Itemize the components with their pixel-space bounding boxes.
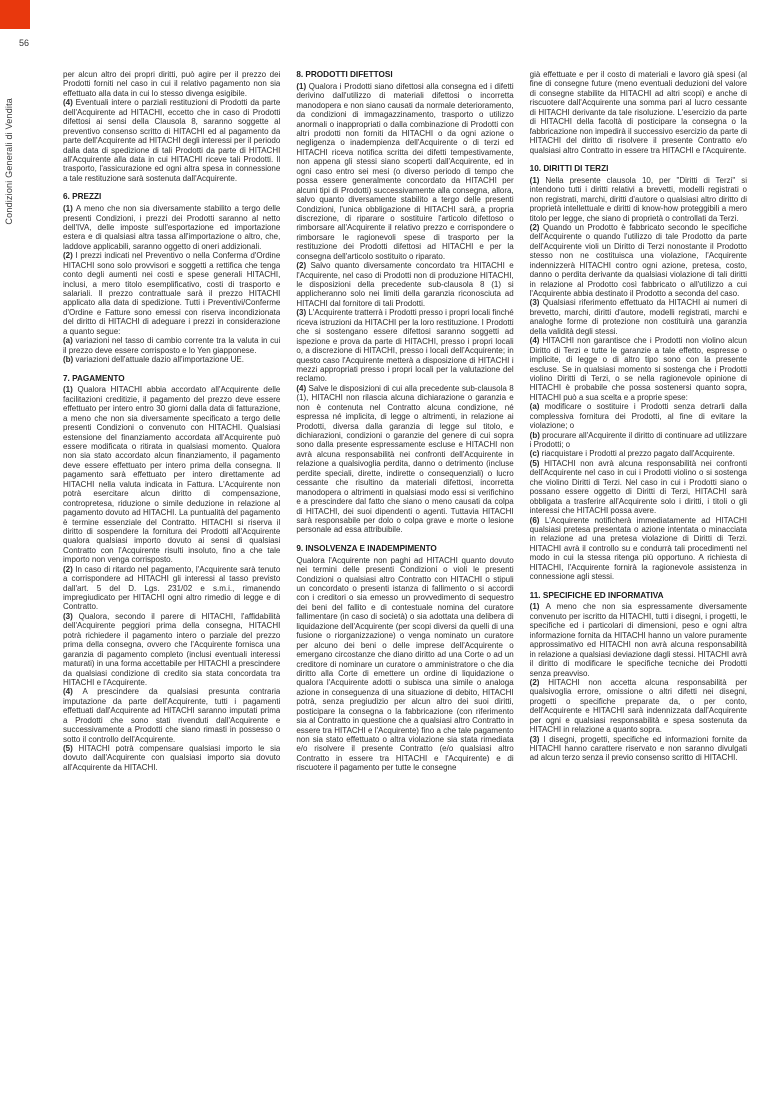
paragraph: (b) variazioni dell'attuale dazio all'importazione UE. [63,355,244,365]
paragraph: (b) procurare all'Acquirente il diritto di continuare ad utilizzare i Prodotti; o [529,430,747,450]
clause-number: (1) [63,204,76,214]
clause-number: (2) [529,677,549,687]
page-number: 56 [19,38,30,48]
clause-number: (2) [63,251,76,261]
paragraph: (2) I prezzi indicati nel Preventivo o nella Conferma d'Ordine HITACHI sono solo provvisori e soggetti a rettifica che tenga conto degli aumenti nei costi e spese generali HITACHI, inclusi, a mero titolo esemplificativo, costi di trasporto e salariali. Il prezzo contrattuale sarà il prezzo HITACHI applicato alla data di spedizione. Tutti i Preventivi/Conferme d'Ordine e Fatture sono emessi con riserva incondizionata del diritto di HITACHI di adeguare i prezzi in considerazione a quanto segue: [63,251,281,336]
clause-number: (3) [529,298,543,308]
section-heading: 8. PRODOTTI DIFETTOSI [296,70,393,79]
paragraph: (1) Nella presente clausola 10, per "Diritti di Terzi" si intendono tutti i diritti relativi a brevetti, modelli registrati o non registrati, marchi, diritti d'autore o qualsiasi altro diritto di proprietà intellettuale e diritti di know-how proteggibili a mero titolo per legge, che siano di proprietà o controllati da Terzi. [529,175,747,223]
clause-number: (a) [529,402,545,412]
clause-number: (4) [63,687,83,697]
clause-number: (2) [63,564,76,574]
paragraph: (1) Qualora i Prodotti siano difettosi alla consegna ed i difetti derivino dall'utilizzo di materiali difettosi o incorretta manodopera e non siano causati da normale deterioramento, da condizioni di immagazzinamento, trasporto o utilizzo anormali o inappropriati o dalla combinazione di Prodotti con altri prodotti non forniti da HITACHI o da ogni azione o negligenza o inadempienza dell'Acquirente o di terzi ed HITACHI riceva notifica scritta dei difetti tempestivamente, non appena gli stessi siano scoperti dall'Acquirente, ed in ogni caso entro sei mesi (o diverso periodo di tempo che possa essere generalmente concordato da HITACHI per alcuni tipi di Prodotti) successivamente alla consegna, allora, salvo quanto diversamente stabilito a tergo delle presenti Condizioni, l'unica obbligazione di HITACHI sarà, a propria discrezione, di riparare o sostituire l'articolo difettoso o rimborsare all'Acquirente il relativo prezzo e corrispondere o rimborsare le ragionevoli spese di trasporto per la restituzione dei Prodotti difettosi ad HITACHI e per la consegna dell'articolo sostituito o riparato. [296,81,514,261]
clause-number: (c) [529,449,542,459]
clause-number: (3) [529,734,544,744]
paragraph: (1) Qualora HITACHI abbia accordato all'Acquirente delle facilitazioni creditizie, il pagamento del prezzo deve essere effettuato per intero entro 30 giorni dalla data di fatturazione, a meno che non sia diversamente specificato a tergo delle presenti Condizioni o convenuto con HITACHI. Qualsiasi estensione del finanziamento accordata all'Acquirente può essere modificata o ritirata in qualsiasi momento. Qualora non sia stato accordato alcun finanziamento, il pagamento deve essere effettuato per intero prima della consegna. Il pagamento sarà effettuato per intero direttamente ad HITACHI nella valuta indicata in Fattura. L'Acquirente non potrà esercitare alcun diritto di compensazione, contropretesa, riduzione o simile deduzione in relazione al pagamento dovuto ad HITACHI. La puntualità del pagamento è termine essenziale del Contratto. HITACHI si riserva il diritto di sospendere la fornitura dei Prodotti all'Acquirente qualora qualsiasi importo dovuto ai sensi di qualsiasi Contratto con l'Acquirente risulti insoluto, fino a che tale importo non venga corrisposto. [63,385,281,565]
clause-number: (a) [63,336,76,346]
clause-number: (5) [63,744,79,753]
paragraph: per alcun altro dei propri diritti, può agire per il prezzo dei Prodotti forniti nel caso in cui il relativo pagamento non sia effettuato alla data in cui lo stesso divenga esigibile. [63,70,281,98]
paragraph: (1) A meno che non sia espressamente diversamente convenuto per iscritto da HITACHI, tutti i disegni, i progetti, le specifiche ed i particolari di dimensioni, peso e ogni altra informazione fornita da HITACHI hanno un valore puramente approssimativo ed HITACHI non avrà alcuna responsabilità in relazione a qualsiasi deviazione dagli stessi. HITACHI avrà il diritto di modificare le specifiche tecniche dei Prodotti senza preavviso. [529,602,747,678]
paragraph: (4) Salve le disposizioni di cui alla precedente sub-clausola 8 (1), HITACHI non rilascia alcuna dichiarazione o garanzia e non è contenuta nel Contratto alcuna condizione, né espressa né implicita, di legge o altrimenti, in relazione ai Prodotti, diversa dalla garanzia di legge sul titolo, e dichiarazioni, condizioni o garanzie del genere di cui sopra sono dalla presente espressamente escluse e HITACHI non avrà alcuna responsabilità nei confronti dell'Acquirente in relazione a qualsivoglia perdita, danno o detrimento (incluse perdite speciali, dirette, indirette o consequenziali) o lucro cessante che risultino da materiali difettosi, incorretta manodopera o altrimenti in qualsiasi modo essi si verifichino e a prescindere dal fatto che siano o meno causati da colpa di HITACHI, dei suoi dipendenti o agenti. Tuttavia HITACHI sarà responsabile per dolo o colpa grave e morte o lesione personale ad essa attribuibile. [296,383,514,535]
paragraph: già effettuate e per il costo di materiali e lavoro già spesi (al fine di consegne future (meno eventuali deduzioni del valore di consegne stabilite da HITACHI ad altri scopi) e anche di riscuotere dall'Acquirente una somma pari al lucro cessante di HITACHI derivante da tale risoluzione. L'esercizio da parte di HITACHI della facoltà di posticipare la consegna o la fabbricazione non impedirà il successivo esercizio da parte di HITACHI del diritto di risolvere il presente Contratto e/o qualsiasi altro Contratto in essere tra HITACHI e l'Acquirente. [529,70,747,155]
section-heading: 6. PREZZI [63,192,102,202]
paragraph: (5) HITACHI potrà compensare qualsiasi importo le sia dovuto dall'Acquirente con qualsiasi importo sia dovuto all'Acquirente da HITACHI. [63,744,281,772]
clause-number: (4) [296,383,309,393]
clause-number: (6) [529,515,545,525]
section-heading: 11. SPECIFICHE ED INFORMATIVA [529,590,664,600]
clause-number: (1) [529,175,546,185]
column-1 [63,70,280,1078]
paragraph: (2) In caso di ritardo nel pagamento, l'Acquirente sarà tenuto a corrispondere ad HITACHI gli interessi al tasso previsto dall'art. 5 del D. Lgs. 231/02 e s.m.i., rimanendo impregiudicato per HITACHI ogni altro rimedio di legge e di Contratto. [63,564,281,612]
paragraph: (c) riacquistare i Prodotti al prezzo pagato dall'Acquirente. [529,449,735,459]
paragraph: (2) Quando un Prodotto è fabbricato secondo le specifiche dell'Acquirente o quando l'utilizzo di tale Prodotto da parte dell'Acquirente violi un Diritto di Terzi nonostante il Prodotto stesso non ne costituisca una violazione, l'Acquirente indennizzerà HITACHI contro ogni azione, pretesa, costo, danno o perdita derivante da qualsiasi violazione di tali diritti in relazione al Prodotto così fabbricato o all'utilizzo a cui l'Acquirente abbia destinato il Prodotto a seconda del caso. [529,222,747,299]
paragraph: (3) L'Acquirente tratterrà i Prodotti presso i propri locali finché riceva istruzioni da HITACHI per la loro restituzione. I Prodotti che si sostengano essere difettosi saranno soggetti ad ispezione e prova da parte di HITACHI, presso i propri locali o, a discrezione di HITACHI, presso i locali dell'Acquirente; in questo caso l'Acquirente metterà a disposizione di HITACHI i mezzi appropriati presso i propri locali per la valutazione del reclamo. [296,308,514,384]
paragraph: (2) HITACHI non accetta alcuna responsabilità per qualsivoglia errore, omissione o altri difetti nei disegni, progetti o specifiche preparate da, o per conto, dell'Acquirente e HITACHI sarà indennizzata dall'Acquirente per ogni e qualsiasi responsabilità e spesa sostenuta da HITACHI in relazione a quanto sopra. [529,677,747,735]
paragraph: (a) variazioni nel tasso di cambio corrente tra la valuta in cui il prezzo deve essere corrisposto e lo Yen giapponese. [63,336,281,355]
section-heading: 7. PAGAMENTO [63,373,125,383]
paragraph: (4) HITACHI non garantisce che i Prodotti non violino alcun Diritto di Terzi e tutte le garanzie a tale effetto, espresse o implicite, di legge o di altro tipo sono con la presente escluse. Se in qualsiasi momento si sostenga che i Prodotti violino Diritti di Terzi, o se nella ragionevole opinione di HITACHI è probabile che possa sostenersi quanto sopra, HITACHI può a sua scelta e a proprie spese: [529,336,747,402]
clause-number: (1) [296,81,309,91]
section-heading: 10. DIRITTI DI TERZI [529,163,609,173]
text-content [63,70,747,1078]
paragraph: (2) Salvo quanto diversamente concordato tra HITACHI e l'Acquirente, nel caso di Prodotti non di produzione HITACHI, le disposizioni della precedente sub-clausola 8 (1) si applicheranno solo nei limiti della garanzia riconosciuta ad HITACHI dal fornitore di tali Prodotti. [296,261,514,308]
clause-number: (3) [63,611,79,621]
clause-number: (3) [296,308,309,318]
clause-number: (5) [529,458,545,468]
clause-number: (4) [63,98,76,108]
paragraph: (3) Qualora, secondo il parere di HITACHI, l'affidabilità dell'Acquirente peggiori prima della consegna, HITACHI potrà richiedere il pagamento intero o parziale del prezzo prima della consegna, ovvero che l'Acquirente fornisca una garanzia di pagamento completo (inclusi eventuali interessi maturati) in una forma accettabile per HITACHI a prescindere da qualsiasi condizione di credito sia stata concordata tra HITACHI e l'Acquirente. [63,611,281,687]
clause-number: (b) [529,430,543,440]
column-2 [296,70,513,1078]
paragraph: (3) Qualsiasi riferimento effettuato da HITACHI ai numeri di brevetto, marchi, diritti d'autore, modelli registrati, marchi e analoghe forme di protezione non costituirà una garanzia della validità degli stessi. [529,298,747,336]
paragraph: (1) A meno che non sia diversamente stabilito a tergo delle presenti Condizioni, i prezzi dei Prodotti saranno al netto dell'IVA, delle imposte sull'esportazione ed importazione estera e di qualsiasi altra tassa all'importazione o altro, che, laddove applicabili, saranno oggetto di oneri addizionali. [63,204,281,251]
paragraph: (6) L'Acquirente notificherà immediatamente ad HITACHI qualsiasi pretesa presentata o azione intentata o minacciata in relazione ad una pretesa violazione di Diritti di Terzi. HITACHI avrà il controllo su e condurrà tali procedimenti nel modo in cui la stessa ritenga più opportuno. A richiesta di HITACHI, l'Acquirente fornirà la ragionevole assistenza in connessione agli stessi. [529,515,747,582]
paragraph: (5) HITACHI non avrà alcuna responsabilità nei confronti dell'Acquirente nel caso in cui i Prodotti violino o si sostenga che violino Diritti di Terzi. Nel caso in cui i Prodotti siano o possano essere oggetto di Diritti di Terzi, HITACHI sarà obbligata a trasferire all'Acquirente solo i diritti, i titoli o gli interessi che HITACHI possa avere. [529,458,747,516]
clause-number: (2) [296,261,311,271]
section-heading: 9. INSOLVENZA E INADEMPIMENTO [296,543,437,553]
brand-corner-mark [0,0,30,29]
paragraph: (4) A prescindere da qualsiasi presunta contraria imputazione da parte dell'Acquirente, tutti i pagamenti effettuati dall'Acquirente ad HITACHI saranno imputati prima a Prodotti che sono stati rivenduti dall'Acquirente e successivamente a Prodotti che siano rimasti in possesso o sotto il controllo dell'Acquirente. [63,687,281,744]
paragraph: (4) Eventuali intere o parziali restituzioni di Prodotti da parte dell'Acquirente ad HITACHI, eccetto che in caso di Prodotti difettosi ai sensi della Clausola 8, saranno soggette al preventivo consenso scritto di HITACHI ed al pagamento da parte dell'Acquirente ad HITACHI degli interessi per il periodo dalla data di spedizione di tali Prodotti da parte di HITACHI all'Acquirente alla data in cui HITACHI riceve tali Prodotti. Il trasporto, l'assicurazione ed ogni altra spesa in connessione a tale restituzione sarà sostenuta dall'Acquirente. [63,98,281,183]
column-3 [530,70,747,1078]
sidebar-vertical-title: Condizioni Generali di Vendita [4,98,14,225]
paragraph: Qualora l'Acquirente non paghi ad HITACHI quanto dovuto nei termini delle presenti Condizioni o violi le presenti Condizioni o qualsiasi altro Contratto con HITACHI o stipuli un concordato o presenti istanza di fallimento o si accordi con i creditori o sia emesso un provvedimento di sequestro dei beni del fallito e di contestuale nomina del curatore fallimentare (in caso di società) o sia adottata una delibera di liquidazione dell'Acquirente (per scopi diversi da quelli di una fusione o riorganizzazione) o venga nominato un curatore per alcuno dei beni o delle imprese dell'Acquirente o emergano circostanze che diano diritto ad una Corte o ad un creditore di nominare un curatore o amministratore o che dia diritto alla Corte di emettere un ordine di liquidazione o qualora l'Acquirente adotti o subisca una simile o analoga azione in conseguenza di una situazione di debito, HITACHI potrà, senza pregiudizio per alcun altro dei suoi diritti, posticipare la consegna o la fabbricazione (con riferimento sia al Contratto in questione che a qualsiasi altro Contratto in essere tra HITACHI e l'Acquirente) fino a che tale pagamento non sia stato effettuato o altra violazione sia stata rimediata e/o risolvere il presente Contratto (e/o qualsiasi altro Contratto in essere tra HITACHI e l'Acquirente) e di riscuotere il pagamento per tutte le consegne [296,555,514,773]
clause-number: (1) [529,602,546,612]
paragraph: (3) I disegni, progetti, specifiche ed informazioni fornite da HITACHI hanno carattere riservato e non saranno divulgati ad alcun terzo senza il previo consenso scritto di HITACHI. [529,734,747,763]
clause-number: (4) [529,336,543,346]
clause-number: (2) [529,222,543,232]
paragraph: (a) modificare o sostituire i Prodotti senza detrarli dalla complessiva fornitura dei Prodotti, al fine di evitare la violazione; o [529,402,747,431]
clause-number: (1) [63,385,78,395]
clause-number: (b) [63,355,76,365]
